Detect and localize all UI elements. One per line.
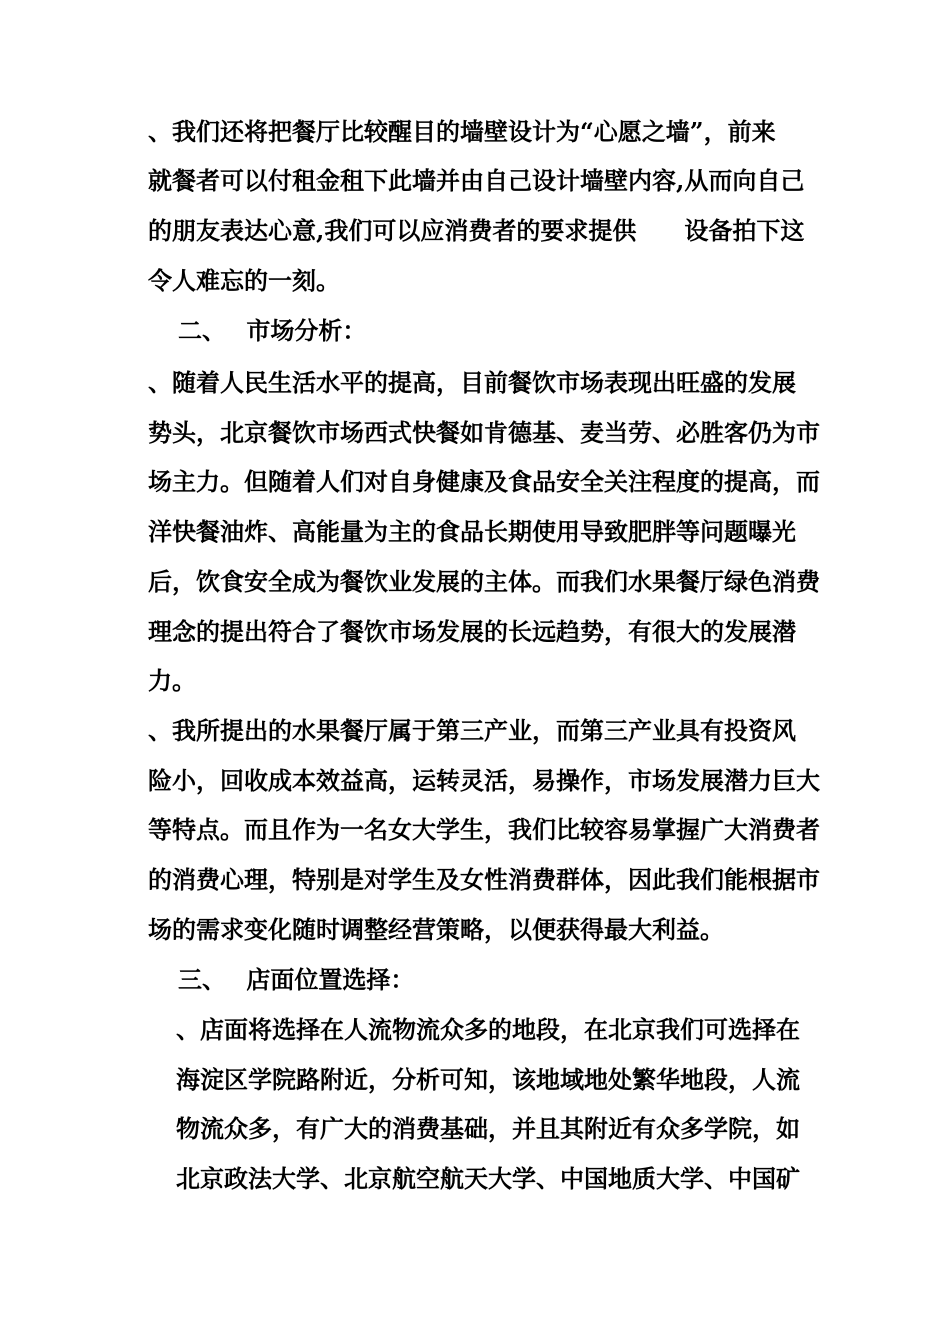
paragraph-1-line-4: 令人难忘的一刻。 xyxy=(148,266,340,295)
paragraph-2-line-7: 力。 xyxy=(148,666,196,695)
paragraph-3-line-5: 场的需求变化随时调整经营策略，以便获得最大利益。 xyxy=(148,915,724,944)
paragraph-2-line-2: 势头，北京餐饮市场西式快餐如肯德基、麦当劳、必胜客仍为市 xyxy=(148,418,820,447)
paragraph-1-line-2: 就餐者可以付租金租下此墙并由自己设计墙壁内容,从而向自己 xyxy=(148,166,805,195)
paragraph-4-line-2: 海淀区学院路附近，分析可知，该地域地处繁华地段，人流 xyxy=(176,1065,800,1094)
paragraph-2-line-5: 后，饮食安全成为餐饮业发展的主体。而我们水果餐厅绿色消费 xyxy=(148,567,820,596)
heading-store-location: 三、 店面位置选择： xyxy=(178,965,415,994)
paragraph-4-line-3: 物流众多，有广大的消费基础，并且其附近有众多学院，如 xyxy=(176,1114,800,1143)
paragraph-4-line-4: 北京政法大学、北京航空航天大学、中国地质大学、中国矿 xyxy=(176,1164,800,1193)
paragraph-3-line-2: 险小，回收成本效益高，运转灵活，易操作，市场发展潜力巨大 xyxy=(148,766,820,795)
paragraph-2-line-3: 场主力。但随着人们对自身健康及食品安全关注程度的提高，而 xyxy=(148,467,820,496)
paragraph-1-line-1: 、我们还将把餐厅比较醒目的墙壁设计为“心愿之墙”，前来 xyxy=(148,117,776,146)
paragraph-2-line-4: 洋快餐油炸、高能量为主的食品长期使用导致肥胖等问题曝光 xyxy=(148,517,796,546)
heading-market-analysis: 二、 市场分析： xyxy=(178,316,367,345)
paragraph-3-line-4: 的消费心理，特别是对学生及女性消费群体，因此我们能根据市 xyxy=(148,865,820,894)
paragraph-3-line-1: 、我所提出的水果餐厅属于第三产业，而第三产业具有投资风 xyxy=(148,716,796,745)
paragraph-2-line-1: 、随着人民生活水平的提高，目前餐饮市场表现出旺盛的发展 xyxy=(148,368,796,397)
paragraph-2-line-6: 理念的提出符合了餐饮市场发展的长远趋势，有很大的发展潜 xyxy=(148,617,796,646)
paragraph-3-line-3: 等特点。而且作为一名女大学生，我们比较容易掌握广大消费者 xyxy=(148,815,820,844)
paragraph-4-line-1: 、店面将选择在人流物流众多的地段，在北京我们可选择在 xyxy=(176,1015,800,1044)
paragraph-1-line-3: 的朋友表达心意,我们可以应消费者的要求提供 设备拍下这 xyxy=(148,216,805,245)
